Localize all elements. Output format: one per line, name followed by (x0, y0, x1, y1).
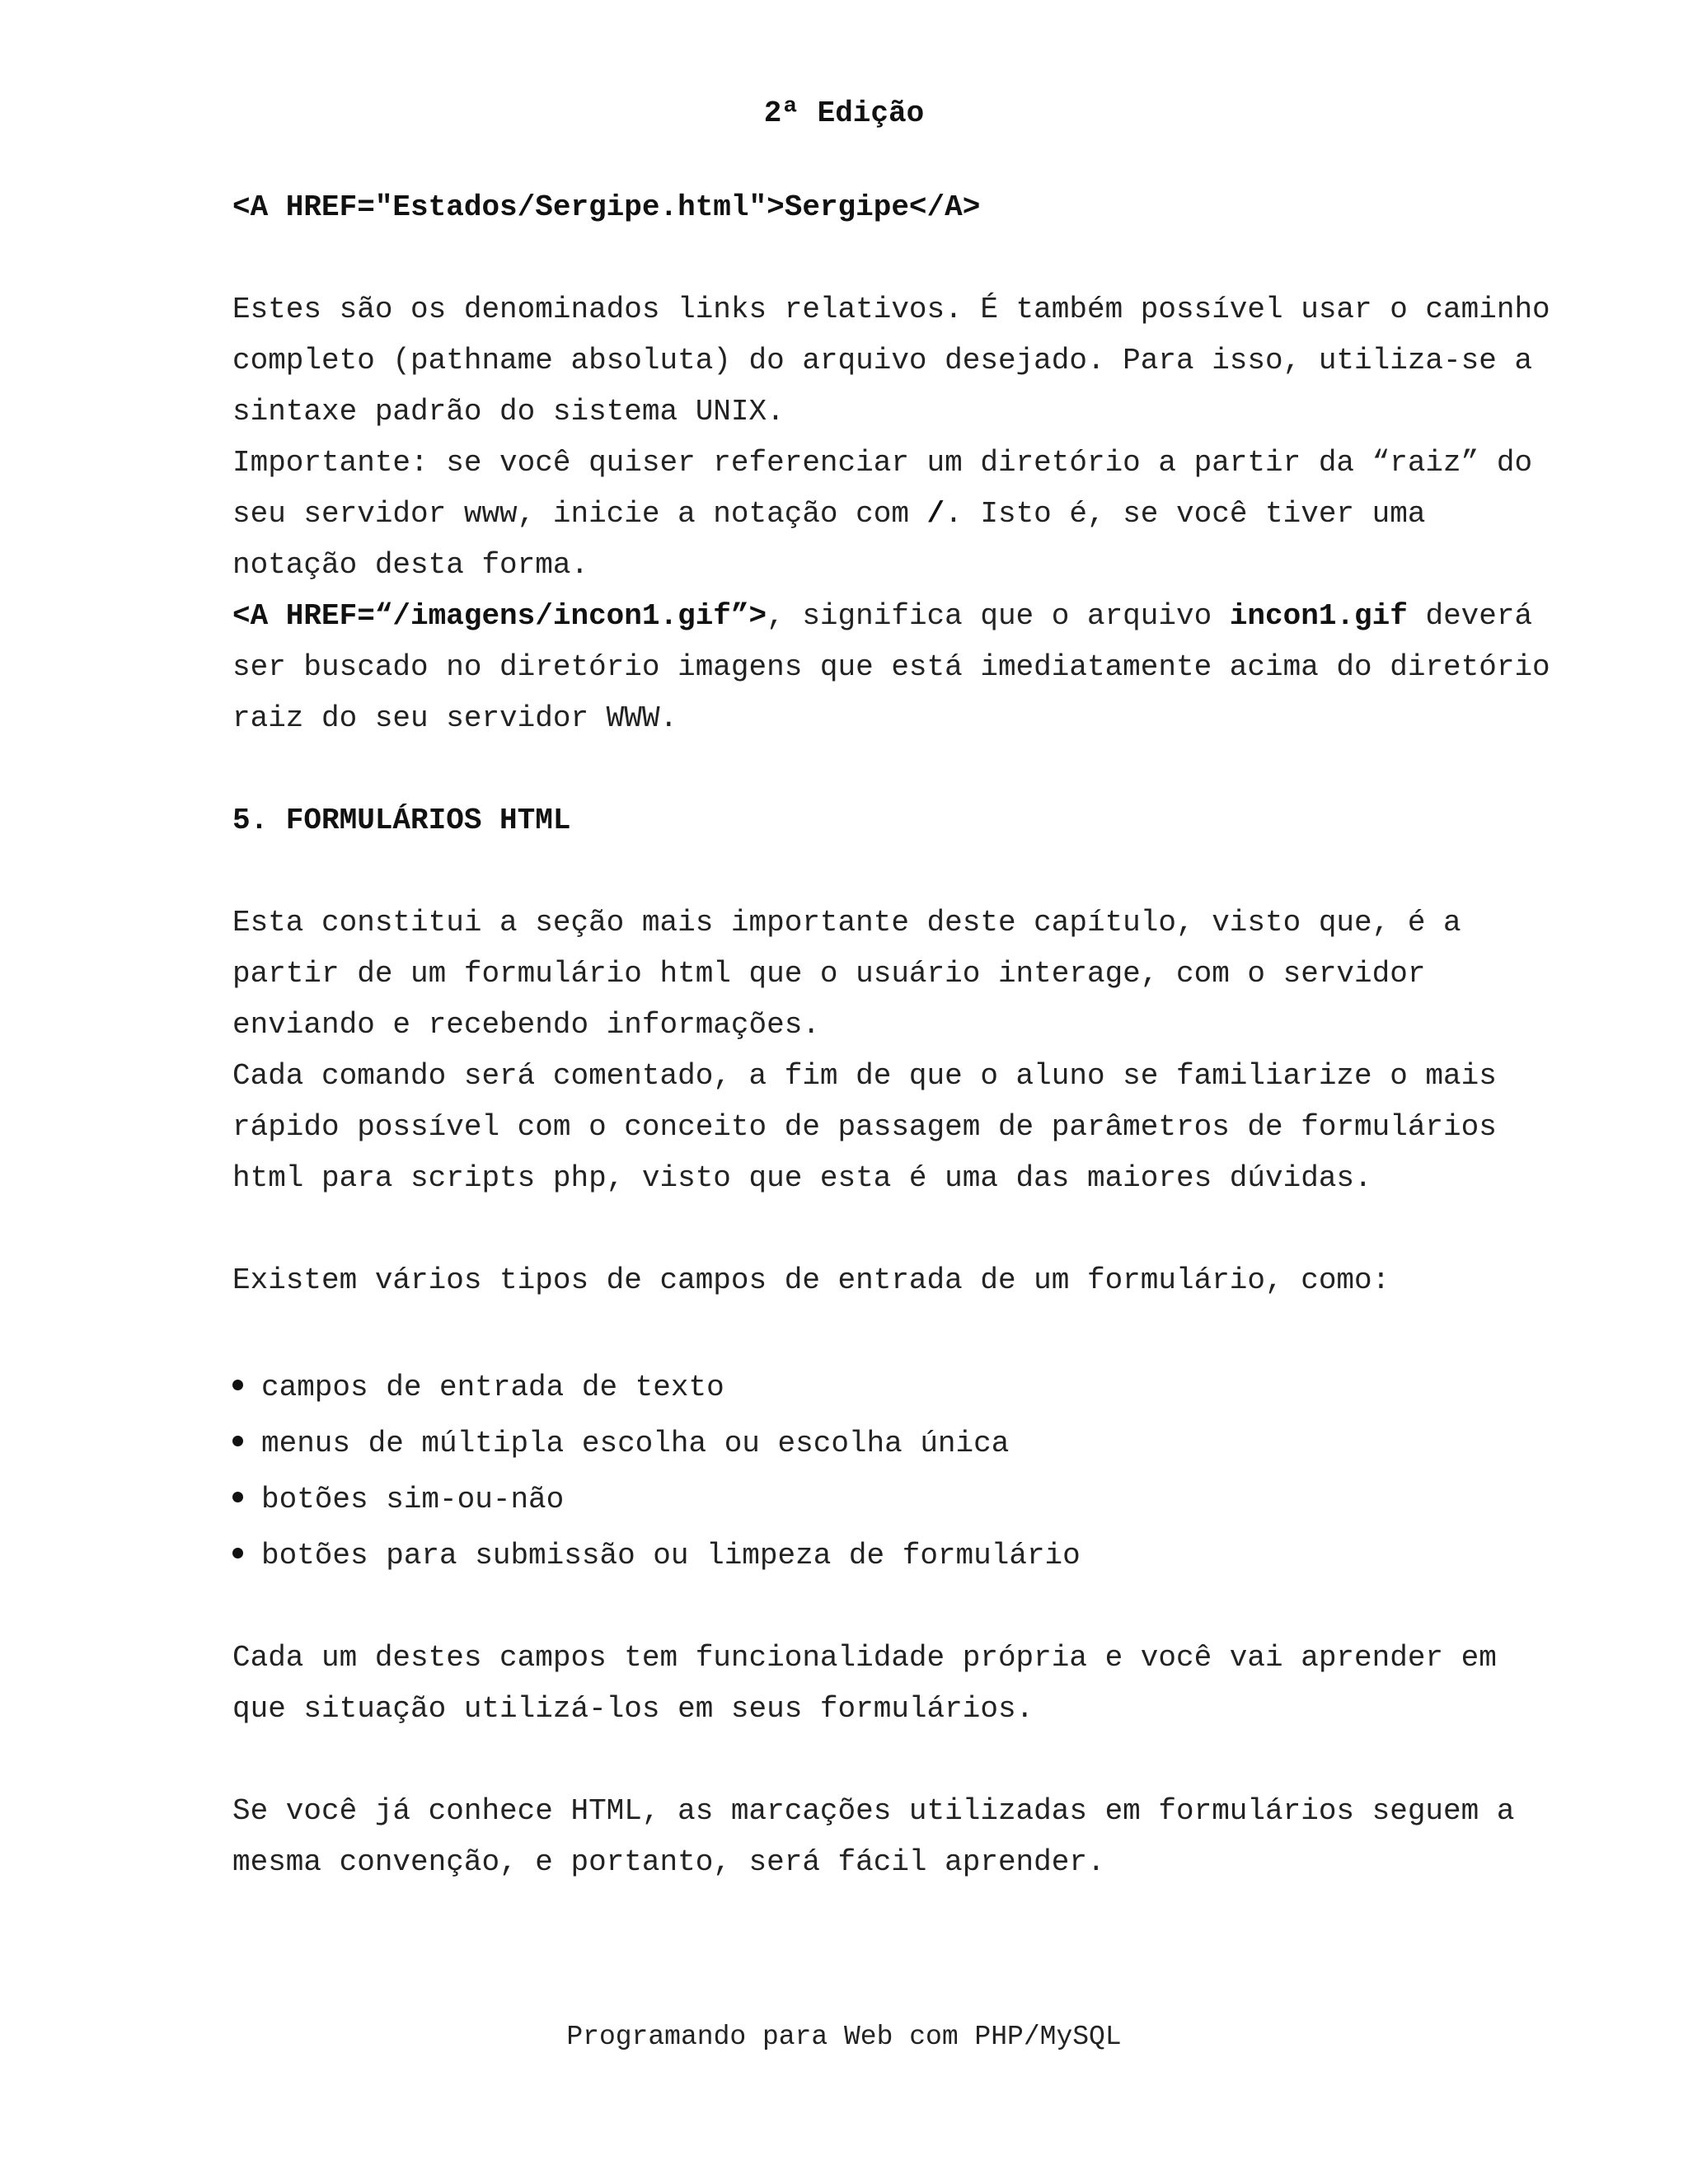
section-heading: 5. FORMULÁRIOS HTML (232, 804, 571, 837)
paragraph-3-line-1 (232, 598, 1532, 635)
code-example-sergipe-link: <A HREF="Estados/Sergipe.html">Sergipe</A> (232, 190, 981, 224)
paragraph-2-line-3: notação desta forma. (232, 548, 589, 582)
paragraph-2-line-1: Importante: se você quiser referenciar um diretório a partir da “raiz” do (232, 446, 1533, 480)
bullet-icon (232, 1492, 243, 1502)
paragraph-3-mid: , significa que o arquivo (767, 599, 1230, 633)
list-item-text: botões para submissão ou limpeza de formulário (261, 1539, 1081, 1572)
page-header-edition: 2ª Edição (763, 96, 925, 130)
bullet-icon (232, 1380, 243, 1390)
bullet-icon (232, 1436, 243, 1446)
list-item (232, 1370, 724, 1406)
paragraph-7-line-2: mesma convenção, e portanto, será fácil aprender. (232, 1845, 1105, 1879)
list-item-text: menus de múltipla escolha ou escolha única (261, 1427, 1010, 1460)
paragraph-7-line-1: Se você já conhece HTML, as marcações utilizadas em formulários seguem a (232, 1794, 1515, 1828)
code-example-image-link: <A HREF=“/imagens/incon1.gif”> (232, 599, 767, 633)
paragraph-1-line-1: Estes são os denominados links relativos. É também possível usar o caminho (232, 293, 1550, 326)
paragraph-4-line-2: partir de um formulário html que o usuário interage, com o servidor (232, 957, 1426, 991)
list-item-text: campos de entrada de texto (261, 1371, 724, 1404)
paragraph-5: Existem vários tipos de campos de entrada de um formulário, como: (232, 1263, 1390, 1297)
paragraph-2-line-2 (232, 496, 1425, 532)
page-footer: Programando para Web com PHP/MySQL (566, 2022, 1122, 2052)
paragraph-4-line-5: rápido possível com o conceito de passagem de parâmetros de formulários (232, 1110, 1497, 1144)
paragraph-4-line-3: enviando e recebendo informações. (232, 1008, 820, 1042)
paragraph-2-line-2-post: . Isto é, se você tiver uma (945, 497, 1426, 531)
paragraph-6-line-1: Cada um destes campos tem funcionalidade própria e você vai aprender em (232, 1641, 1497, 1675)
list-item (232, 1426, 1009, 1462)
paragraph-4-line-1: Esta constitui a seção mais importante deste capítulo, visto que, é a (232, 906, 1461, 940)
root-slash: / (926, 497, 945, 531)
paragraph-1-line-3: sintaxe padrão do sistema UNIX. (232, 395, 785, 429)
list-item (232, 1482, 564, 1518)
paragraph-4-line-6: html para scripts php, visto que esta é uma das maiores dúvidas. (232, 1161, 1372, 1195)
paragraph-4-line-4: Cada comando será comentado, a fim de que o aluno se familiarize o mais (232, 1059, 1497, 1093)
paragraph-3-line-3: raiz do seu servidor WWW. (232, 701, 678, 735)
list-item (232, 1538, 1081, 1574)
bullet-icon (232, 1548, 243, 1558)
file-name: incon1.gif (1229, 599, 1408, 633)
paragraph-2-line-2-pre: seu servidor www, inicie a notação com (232, 497, 927, 531)
paragraph-6-line-2: que situação utilizá-los em seus formulários. (232, 1692, 1034, 1726)
paragraph-3-end: deverá (1407, 599, 1533, 633)
paragraph-1-line-2: completo (pathname absoluta) do arquivo desejado. Para isso, utiliza-se a (232, 344, 1533, 377)
paragraph-3-line-2: ser buscado no diretório imagens que está imediatamente acima do diretório (232, 650, 1550, 684)
list-item-text: botões sim-ou-não (261, 1483, 565, 1516)
